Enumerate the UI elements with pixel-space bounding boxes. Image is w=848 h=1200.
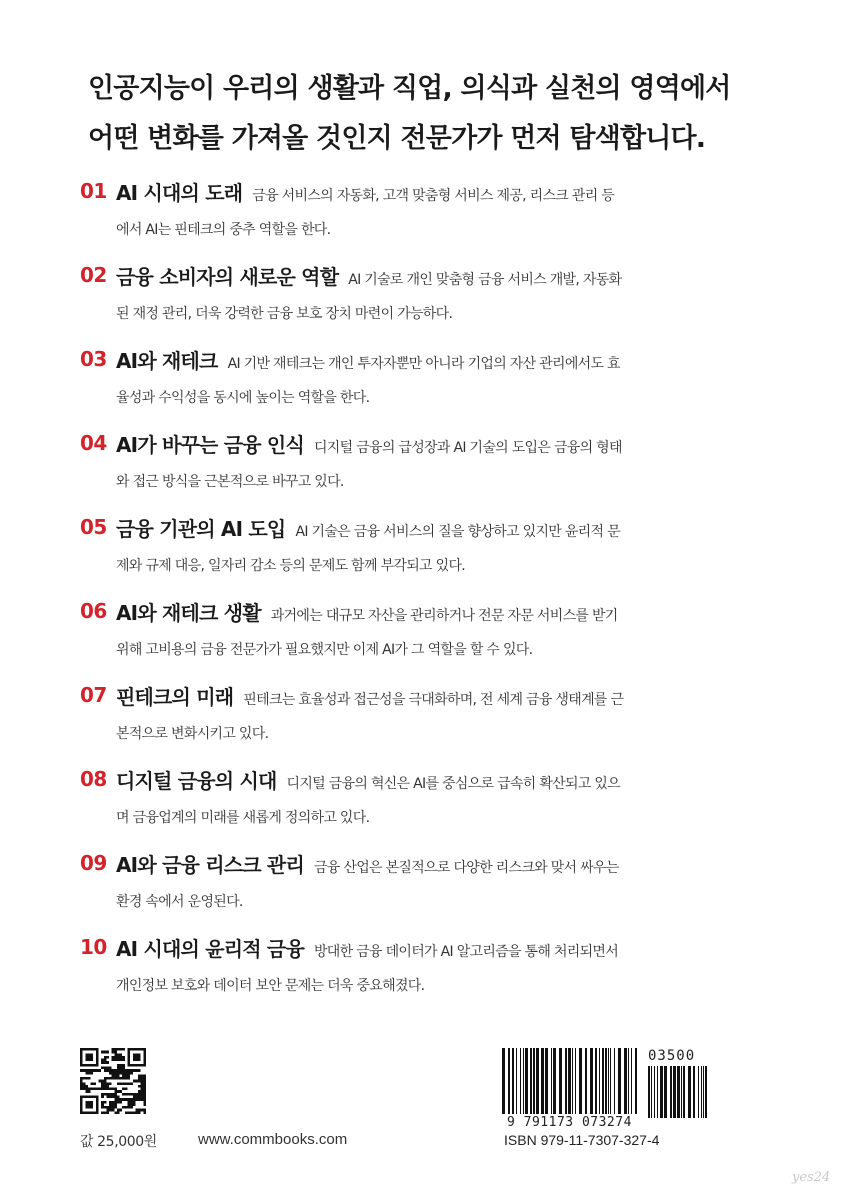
chapter-number: 01: [80, 179, 107, 203]
chapter-desc-line-1: 디지털 금융의 혁신은 AI를 중심으로 급속히 확산되고 있으: [286, 776, 621, 792]
chapter-desc-line-1: 과거에는 대규모 자산을 관리하거나 전문 자문 서비스를 받기: [270, 608, 618, 624]
chapter-number: 07: [80, 683, 107, 707]
chapter-desc-line-2: 된 재정 관리, 더욱 강력한 금융 보호 장치 마련이 가능하다.: [116, 306, 453, 322]
chapter-number: 10: [80, 935, 107, 959]
chapter-number: 05: [80, 515, 107, 539]
chapter-number: 08: [80, 767, 107, 791]
ean-digits: 9 791173 073274: [507, 1115, 632, 1130]
chapter-desc-line-1: 디지털 금융의 급성장과 AI 기술의 도입은 금융의 형태: [313, 440, 622, 456]
chapter-desc-line-2: 율성과 수익성을 동시에 높이는 역할을 한다.: [116, 390, 370, 406]
chapter-number: 03: [80, 347, 107, 371]
chapter-desc-line-2: 환경 속에서 운영된다.: [116, 894, 243, 910]
chapter-title: 금융 소비자의 새로운 역할: [116, 265, 339, 289]
price: 값 25,000원: [80, 1134, 157, 1150]
chapter-desc-line-1: 금융 산업은 본질적으로 다양한 리스크와 맞서 싸우는: [313, 860, 619, 876]
chapter-number: 09: [80, 851, 107, 875]
chapter-item: [80, 512, 720, 582]
chapter-desc-line-2: 와 접근 방식을 근본적으로 바꾸고 있다.: [116, 474, 344, 490]
chapter-desc-line-2: 개인정보 보호와 데이터 보안 문제는 더욱 중요해졌다.: [116, 978, 425, 994]
chapter-title: AI가 바꾸는 금융 인식: [116, 433, 304, 457]
qr-code-icon: [80, 1048, 146, 1114]
isbn-number: ISBN 979-11-7307-327-4: [504, 1132, 660, 1148]
headline-line-1: 인공지능이 우리의 생활과 직업, 의식과 실천의 영역에서: [88, 73, 731, 104]
chapter-desc-line-1: AI 기술로 개인 맞춤형 금융 서비스 개발, 자동화: [348, 272, 622, 288]
chapter-desc-line-2: 제와 규제 대응, 일자리 감소 등의 문제도 함께 부각되고 있다.: [116, 558, 466, 574]
chapter-desc-line-1: 금융 서비스의 자동화, 고객 맞춤형 서비스 제공, 리스크 관리 등: [252, 188, 615, 204]
headline: [88, 64, 788, 164]
chapter-desc-line-2: 본적으로 변화시키고 있다.: [116, 726, 269, 742]
chapter-title: AI와 재테크: [116, 349, 218, 373]
chapter-title: 금융 기관의 AI 도입: [116, 517, 286, 541]
chapter-desc-line-2: 며 금융업계의 미래를 새롭게 정의하고 있다.: [116, 810, 370, 826]
chapter-title: 핀테크의 미래: [116, 685, 234, 709]
chapter-desc-line-1: 핀테크는 효율성과 접근성을 극대화하며, 전 세계 금융 생태계를 근: [243, 692, 624, 708]
chapter-title: 디지털 금융의 시대: [116, 769, 277, 793]
chapter-item: [80, 176, 720, 246]
chapter-title: AI 시대의 윤리적 금융: [116, 937, 304, 961]
chapter-desc-line-1: 방대한 금융 데이터가 AI 알고리즘을 통해 처리되면서: [313, 944, 619, 960]
chapter-desc-line-2: 에서 AI는 핀테크의 중추 역할을 한다.: [116, 222, 331, 238]
chapter-title: AI와 재테크 생활: [116, 601, 261, 625]
chapter-number: 02: [80, 263, 107, 287]
chapter-item: [80, 680, 720, 750]
chapter-item: [80, 764, 720, 834]
chapter-item: [80, 848, 720, 918]
publisher-url[interactable]: www.commbooks.com: [198, 1131, 348, 1148]
chapter-item: [80, 260, 720, 330]
chapter-item: [80, 344, 720, 414]
watermark: yes24: [792, 1170, 831, 1185]
chapter-item: [80, 428, 720, 498]
addon-code: 03500: [648, 1048, 696, 1064]
chapter-item: [80, 932, 720, 1002]
chapter-desc-line-2: 위해 고비용의 금융 전문가가 필요했지만 이제 AI가 그 역할을 할 수 있다.: [116, 642, 533, 658]
chapter-desc-line-1: AI 기반 재테크는 개인 투자자뿐만 아니라 기업의 자산 관리에서도 효: [227, 356, 620, 372]
headline-line-2: 어떤 변화를 가져올 것인지 전문가가 먼저 탐색합니다.: [88, 123, 706, 154]
chapter-number: 04: [80, 431, 107, 455]
chapter-number: 06: [80, 599, 107, 623]
chapter-title: AI와 금융 리스크 관리: [116, 853, 304, 877]
chapter-desc-line-1: AI 기술은 금융 서비스의 질을 향상하고 있지만 윤리적 문: [295, 524, 620, 540]
chapter-title: AI 시대의 도래: [116, 181, 243, 205]
chapter-item: [80, 596, 720, 666]
